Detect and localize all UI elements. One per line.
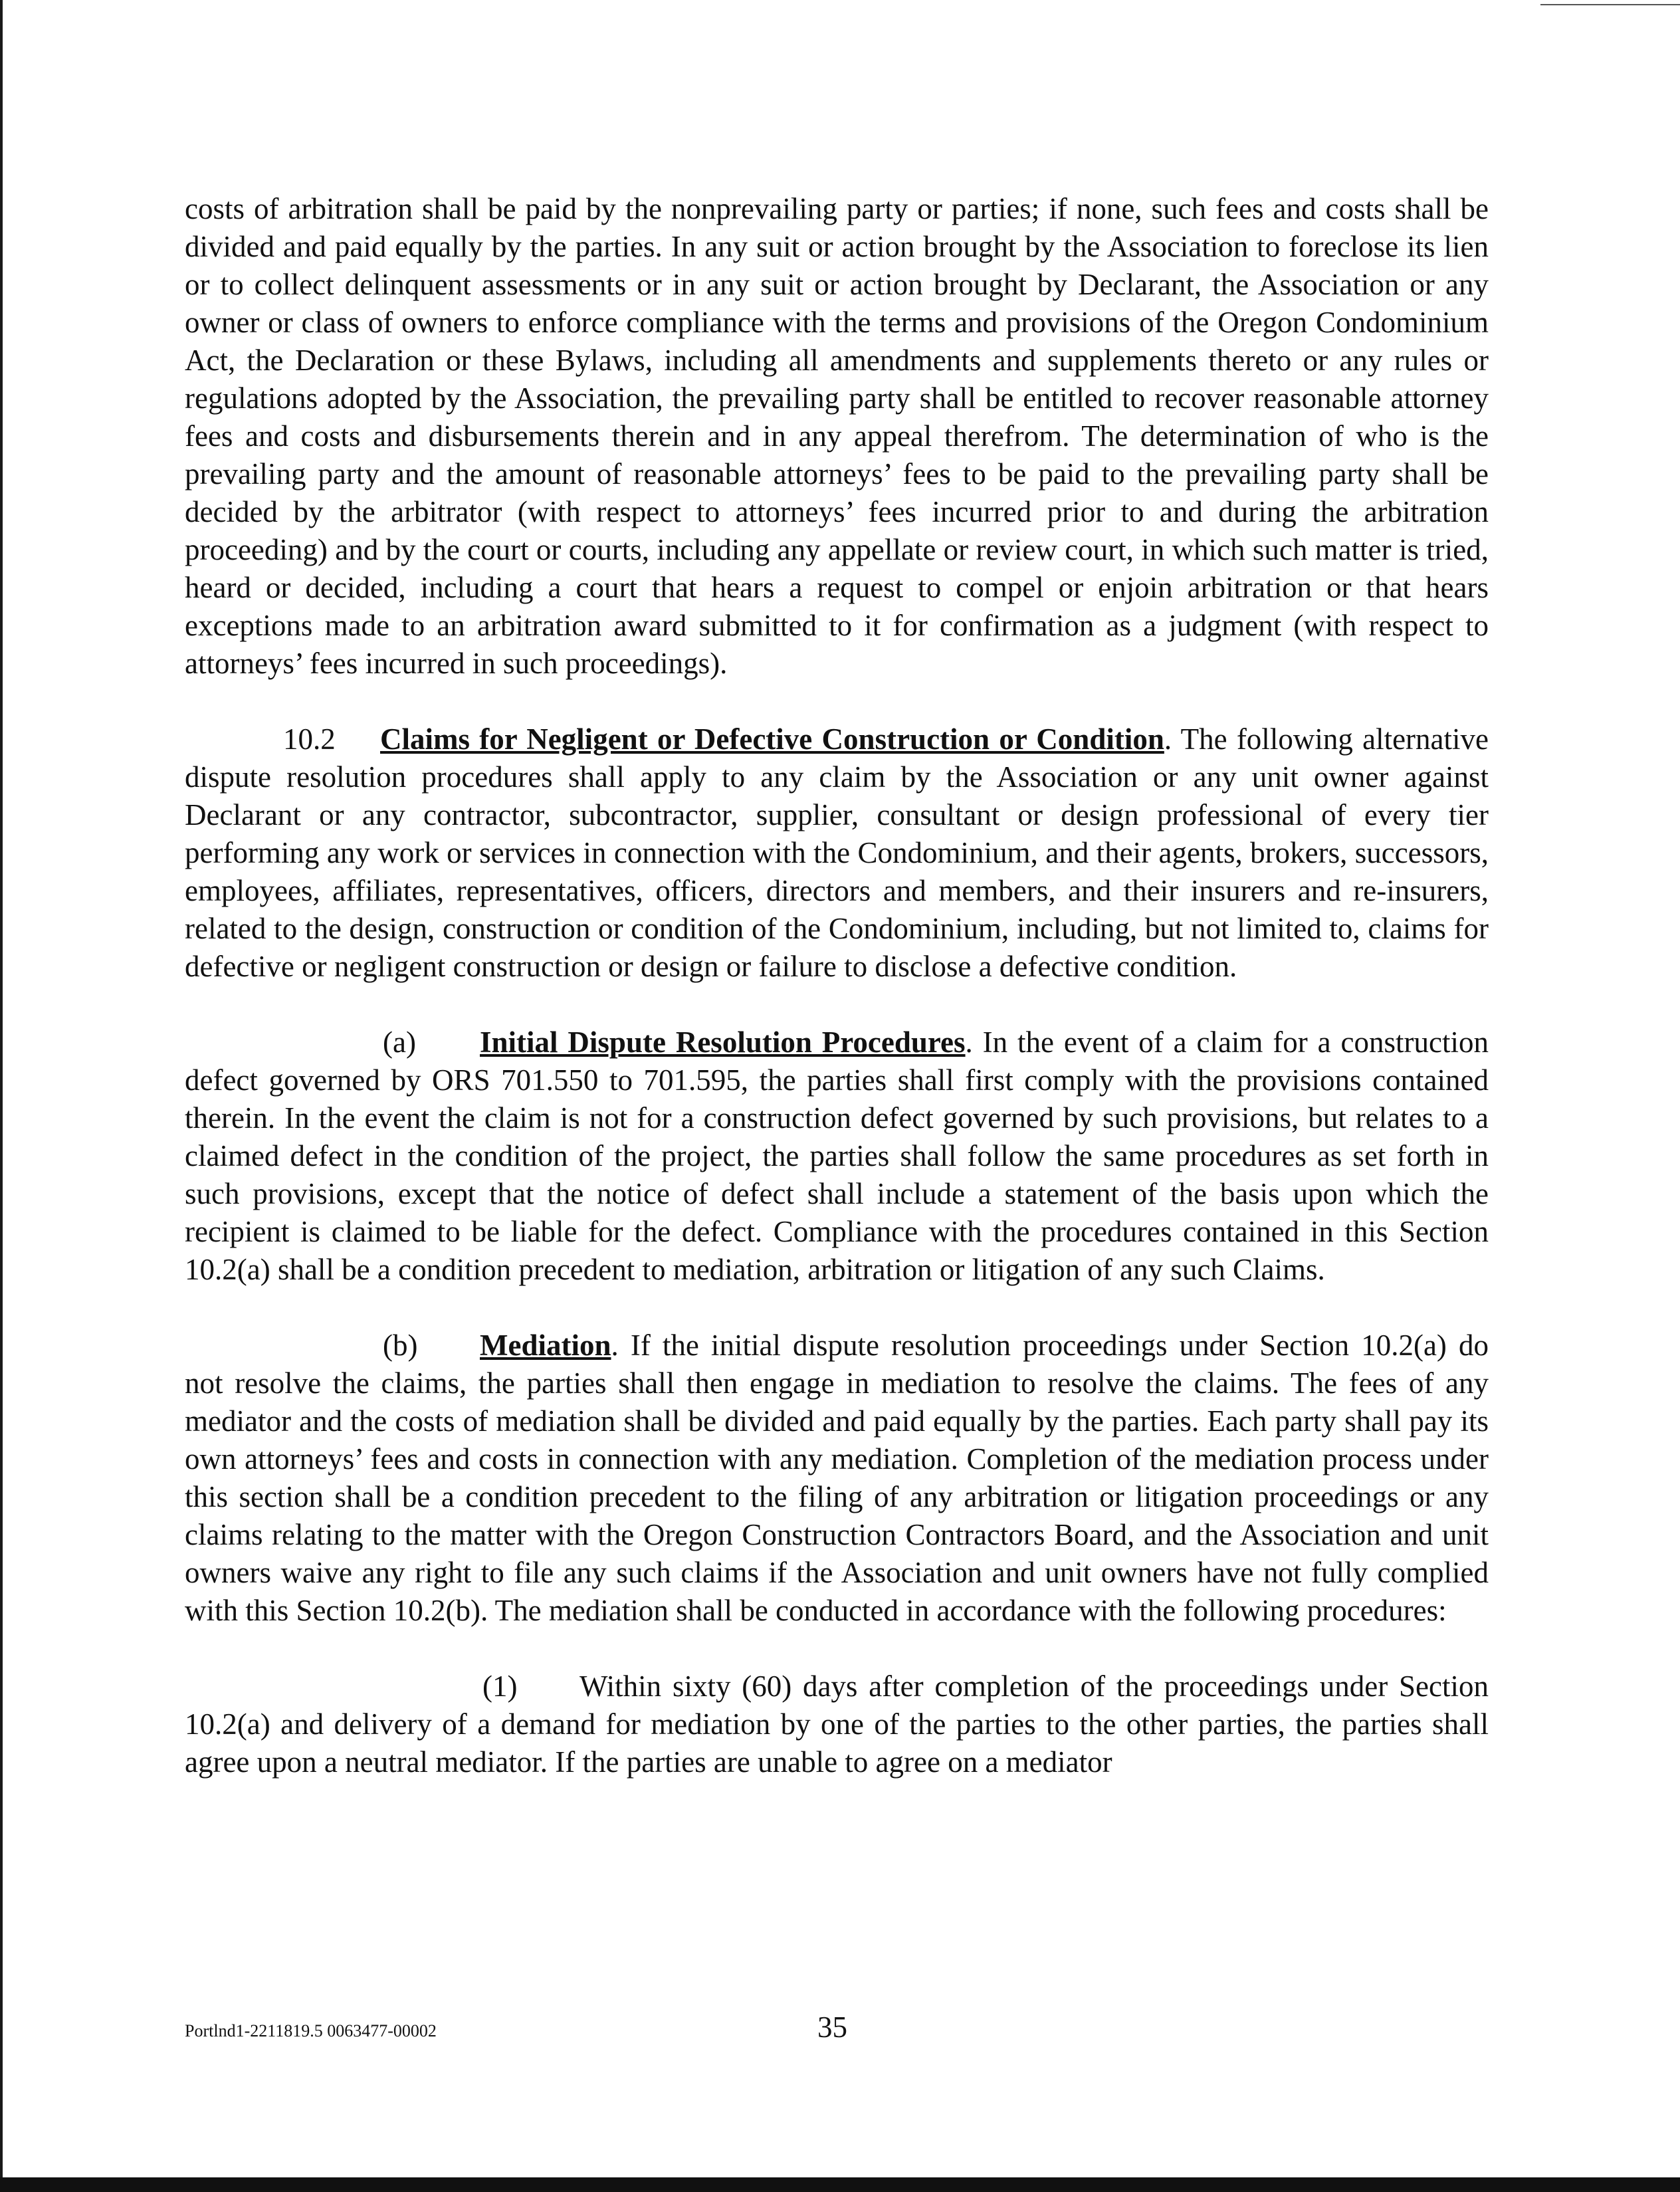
section-10-2 [185, 720, 1489, 986]
footer-document-id: Portlnd1-2211819.5 0063477-00002 [185, 2021, 437, 2040]
paragraph-arbitration-costs: costs of arbitration shall be paid by the nonprevailing party or parties; if none, such fees and costs shall be divided and paid equally by the parties. In any suit or action brought by the Association to foreclose its lien or to collect delinquent assessments or in any suit or action brought by Declarant, the Association or any owner or class of owners to enforce compliance with the terms and provisions of the Oregon Condominium Act, the Declaration or these Bylaws, including all amendments and supplements thereto or any rules or regulations adopted by the Association, the prevailing party shall be entitled to recover reasonable attorney fees and costs and disbursements therein and in any appeal therefrom. The determination of who is the prevailing party and the amount of reasonable attorneys’ fees to be paid to the prevailing party shall be decided by the arbitrator (with respect to attorneys’ fees incurred prior to and during the arbitration proceeding) and by the court or courts, including any appellate or review court, in which such matter is tried, heard or decided, including a court that hears a request to compel or enjoin arbitration or that hears exceptions made to an arbitration award submitted to it for confirmation as a judgment (with respect to attorneys’ fees incurred in such proceedings). [185, 192, 1489, 680]
subsection-b [185, 1327, 1489, 1630]
subsection-number: (b) [383, 1329, 418, 1362]
page-number: 35 [817, 2011, 847, 2044]
section-number: 10.2 [283, 722, 336, 756]
document-body [185, 190, 1489, 1781]
subsection-a [185, 1024, 1489, 1289]
clause-number: (1) [482, 1670, 518, 1703]
clause-text: Within sixty (60) days after completion of the proceedings under Section 10.2(a) and delivery of a demand for mediation by one of the parties to the other parties, the parties shall agree upon a neutral mediator. If the parties are unable to agree on a mediator [185, 1670, 1489, 1779]
subsection-text: . If the initial dispute resolution proceedings under Section 10.2(a) do not resolve the claims, the parties shall then engage in mediation to resolve the claims. The fees of any mediator and the costs of mediation shall be divided and paid equally by the parties. Each party shall pay its own attorneys’ fees and costs in connection with any mediation. Completion of the mediation process under this section shall be a condition precedent to the filing of any arbitration or litigation proceedings or any claims relating to the matter with the Oregon Construction Contractors Board, and the Association and unit owners waive any right to file any such claims if the Association and unit owners have not fully complied with this Section 10.2(b). The mediation shall be conducted in accordance with the following procedures: [185, 1329, 1489, 1627]
subsection-number: (a) [383, 1026, 416, 1059]
scan-band-bottom [0, 2177, 1680, 2192]
section-text: . The following alternative dispute resolution procedures shall apply to any claim by the Association or any unit owner against Declarant or any contractor, subcontractor, supplier, consultant or design professional of every tier performing any work or services in connection with the Condominium, and their agents, brokers, successors, employees, affiliates, representatives, officers, directors and members, and their insurers and re-insurers, related to the design, construction or condition of the Condominium, including, but not limited to, claims for defective or negligent construction or design or failure to disclose a defective condition. [185, 722, 1489, 983]
section-heading: Claims for Negligent or Defective Construction or Condition [380, 722, 1164, 756]
subsection-heading: Mediation [480, 1329, 611, 1362]
subsection-text: . In the event of a claim for a construction defect governed by ORS 701.550 to 701.595, the parties shall first comply with the provisions contained therein. In the event the claim is not for a construction defect governed by such provisions, but relates to a claimed defect in the condition of the project, the parties shall follow the same procedures as set forth in such provisions, except that the notice of defect shall include a statement of the basis upon which the recipient is claimed to be liable for the defect. Compliance with the procedures contained in this Section 10.2(a) shall be a condition precedent to mediation, arbitration or litigation of any such Claims. [185, 1026, 1489, 1286]
clause-1 [185, 1668, 1489, 1781]
scan-edge-left [0, 0, 3, 2192]
subsection-heading: Initial Dispute Resolution Procedures [480, 1026, 966, 1059]
scan-line-top [1540, 4, 1680, 5]
